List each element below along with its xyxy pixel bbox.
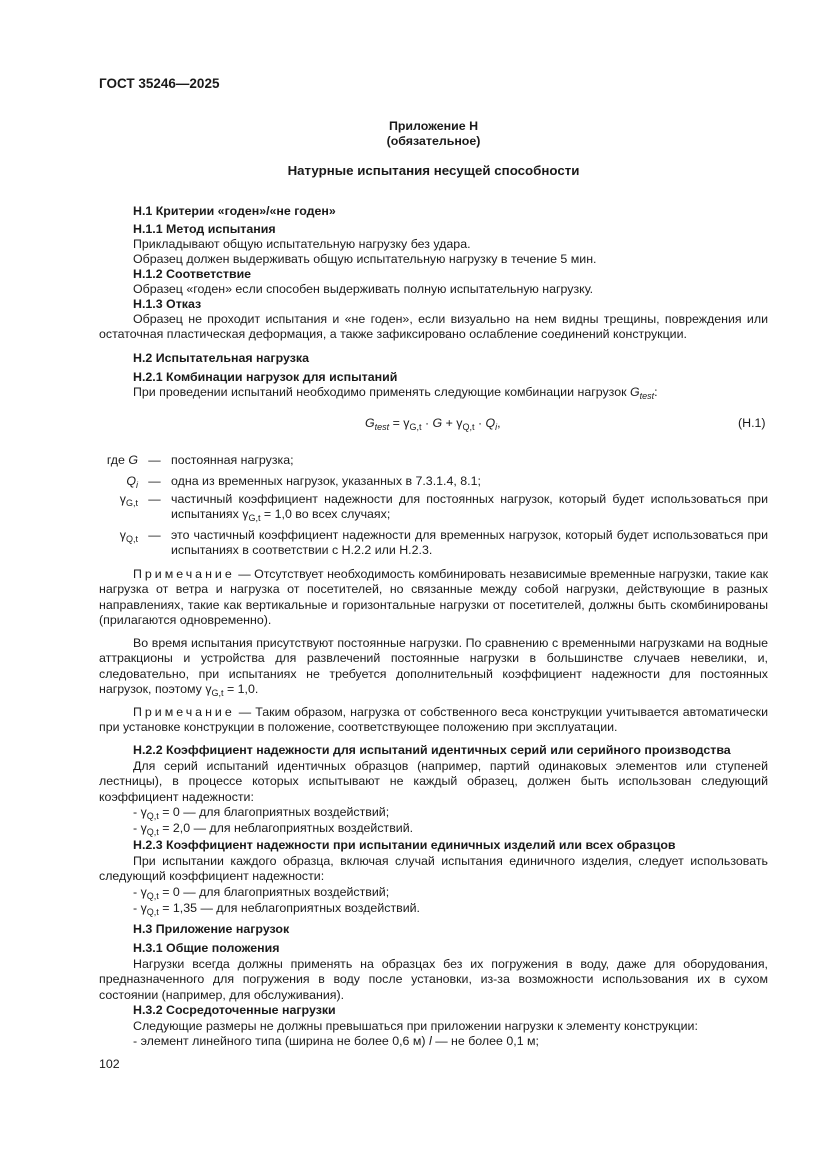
para-permanent-loads: Во время испытания присутствуют постоянные нагрузки. По сравнению с временными нагрузками на водные аттракционы и устройства для развлечений постоянные нагрузки в большинстве случаев невелики, и, следовательно, при испытаниях не требуется дополнительный коэффициент надежности для постоянных нагрузок, поэтому $\gamma_{G,t} = 1,0$. [99,636,768,699]
note-2: Примечание — Таким образом, нагрузка от собственного веса конструкции учитывается автоматически при установке конструкции в положение, соответствующее положению при эксплуатации. [99,705,768,735]
para-h12: Образец «годен» если способен выдерживать полную испытательную нагрузку. [133,282,594,296]
appendix-title: Приложение Н [388,119,479,133]
section-h22: Н.2.2 Коэффициент надежности для испытаний идентичных серий или серийного производства [133,743,731,757]
list-h22-b: - $\gamma_{Q,t} = 2,0$ — для неблагоприятных воздействий. [133,821,414,837]
list-h22-a: - $\gamma_{Q,t} = 0$ — для благоприятных воздействий; [133,805,390,821]
section-h32: Н.3.2 Сосредоточенные нагрузки [133,1003,336,1017]
appendix-status: (обязательное) [386,134,481,148]
where-row-g: где G — постоянная нагрузка; [106,453,294,467]
section-h2: Н.2 Испытательная нагрузка [133,351,309,365]
equation-number: (Н.1) [738,416,766,430]
where-row-q: $Q_i$ — одна из временных нагрузок, указанных в 7.3.1.4, 8.1; [126,474,481,490]
para-h23: При испытании каждого образца, включая случай испытания единичного изделия, следует использовать следующий коэффициент надежности: [99,854,768,884]
section-h3: Н.3 Приложение нагрузок [133,922,290,936]
where-row-gamma-g: $\gamma_{G,t}$ — частичный коэффициент надежности для постоянных нагрузок, который будет использоваться при испытаниях $\gamma_{G,t} = 1,0$ во всех случаях; [119,492,768,524]
para-h21: При проведении испытаний необходимо применять следующие комбинации нагрузок $G_{test}$: [133,385,658,401]
document-header: ГОСТ 35246—2025 [99,76,220,91]
list-h32-a: - элемент линейного типа (ширина не более 0,6 м) l — не более 0,1 м; [133,1034,539,1048]
list-h23-b: - $\gamma_{Q,t} = 1,35$ — для неблагоприятных воздействий. [133,901,420,917]
page-number: 102 [99,1057,120,1071]
para-h11b: Образец должен выдерживать общую испытательную нагрузку в течение 5 мин. [133,252,597,266]
section-h13: Н.1.3 Отказ [133,297,202,311]
section-h1: Н.1 Критерии «годен»/«не годен» [133,204,336,218]
where-row-gamma-q: $\gamma_{Q,t}$ — это частичный коэффициент надежности для временных нагрузок, который будет использоваться при испытаниях в соответствии с Н.2.2 или Н.2.3. [119,528,768,558]
para-h11a: Прикладывают общую испытательную нагрузку без удара. [133,237,471,251]
note-1: Примечание — Отсутствует необходимость комбинировать независимые временные нагрузки, такие как нагрузка от ветра и нагрузка от посетителей, но связанные между собой нагрузки, действующие в разных направлениях, такие как вертикальные и горизонтальные нагрузки от посетителей, должны быть скомбинированы (прилагаются одновременно). [99,567,769,628]
para-h22: Для серий испытаний идентичных образцов (например, партий одинаковых элементов или ступеней лестницы), в процессе которых испытывают не каждый образец, должен быть использован следующий коэффициент надежности: [99,759,768,804]
section-h12: Н.1.2 Соответствие [133,267,252,281]
para-h32: Следующие размеры не должны превышаться при приложении нагрузки к элементу конструкции: [133,1019,698,1033]
list-h23-a: - $\gamma_{Q,t} = 0$ — для благоприятных воздействий; [133,885,390,901]
section-h23: Н.2.3 Коэффициент надежности при испытании единичных изделий или всех образцов [133,838,676,852]
section-h31: Н.3.1 Общие положения [133,941,280,955]
section-h21: Н.2.1 Комбинации нагрузок для испытаний [133,370,398,384]
para-h13: Образец не проходит испытания и «не годен», если визуально на нем видны трещины, повреждения или остаточная пластическая деформация, а также зафиксировано ослабление соединений конструкции. [99,312,768,342]
section-h11: Н.1.1 Метод испытания [133,222,276,236]
para-h31: Нагрузки всегда должны применять на образцах без их погружения в воду, даже для оборудования, предназначенного для погружения в воду после установки, из-за возможности использования их в сухом состоянии (например, для обслуживания). [99,957,768,1002]
formula-h1: $G_{test} = \gamma_{G,t} \cdot G + \gamma_{Q,t} \cdot Q_i$, [365,416,501,432]
appendix-name: Натурные испытания несущей способности [287,163,580,178]
